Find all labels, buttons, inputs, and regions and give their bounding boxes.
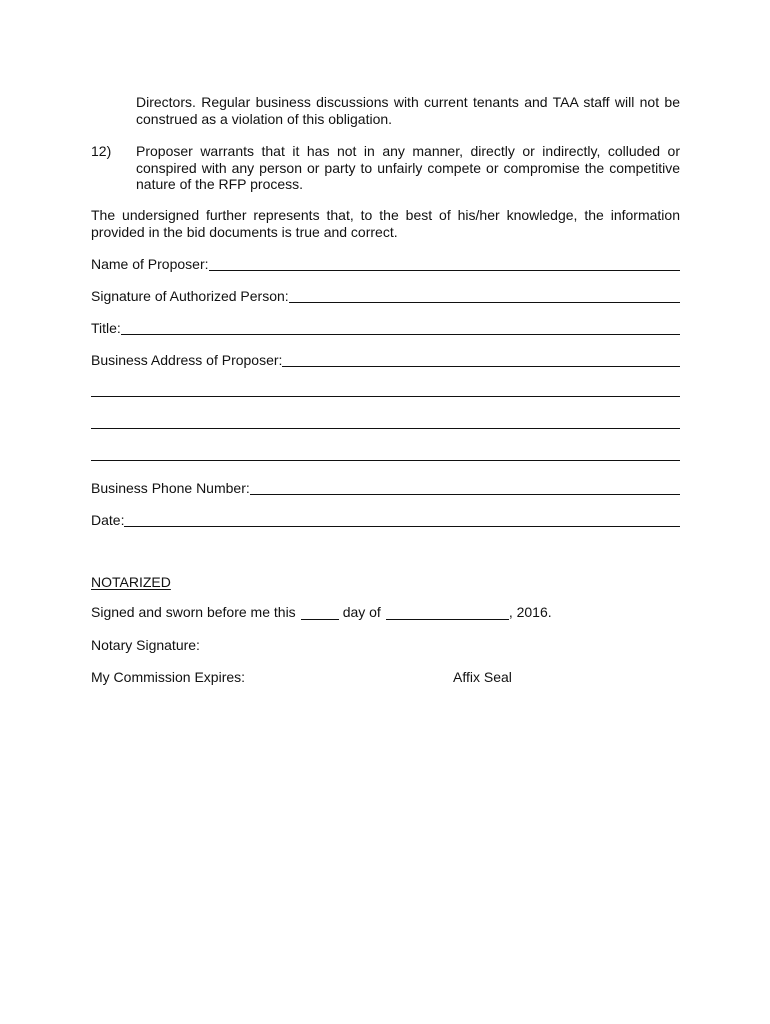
- commission-expires-label: My Commission Expires:: [91, 669, 246, 685]
- signature-field[interactable]: [91, 286, 680, 304]
- business-address-line[interactable]: [282, 352, 680, 367]
- date-line[interactable]: [124, 512, 680, 527]
- notarized-heading: NOTARIZED: [91, 574, 171, 590]
- name-of-proposer-label: Name of Proposer:: [91, 256, 209, 272]
- signature-label: Signature of Authorized Person:: [91, 288, 289, 304]
- date-label: Date:: [91, 512, 125, 528]
- title-field[interactable]: [91, 318, 680, 336]
- address-line-3[interactable]: [91, 428, 680, 429]
- sworn-prefix: Signed and sworn before me this: [91, 604, 296, 620]
- address-line-2[interactable]: [91, 396, 680, 397]
- sworn-day-blank[interactable]: [301, 605, 339, 620]
- sworn-suffix: , 2016.: [508, 604, 552, 620]
- business-phone-field[interactable]: [91, 478, 680, 496]
- item-12-number: 12): [91, 143, 112, 159]
- sworn-month-blank[interactable]: [386, 605, 509, 620]
- affix-seal-label: Affix Seal: [453, 669, 512, 685]
- signature-line[interactable]: [289, 288, 680, 303]
- title-line[interactable]: [121, 320, 680, 335]
- name-of-proposer-line[interactable]: [209, 256, 681, 271]
- business-address-label: Business Address of Proposer:: [91, 352, 283, 368]
- sworn-statement: [91, 604, 552, 621]
- date-field[interactable]: [91, 510, 680, 528]
- undersigned-paragraph: The undersigned further represents that, to the best of his/her knowledge, the information provided in the bid documents is true and correct.: [91, 207, 680, 240]
- continuation-paragraph: Directors. Regular business discussions with current tenants and TAA staff will not be construed as a violation of this obligation.: [136, 94, 680, 127]
- sworn-day-of: day of: [342, 604, 381, 620]
- business-phone-line[interactable]: [250, 480, 680, 495]
- item-12-paragraph: Proposer warrants that it has not in any manner, directly or indirectly, colluded or conspired with any person or party to unfairly compete or compromise the competitive nature of the RFP process.: [136, 143, 680, 192]
- notary-signature-label: Notary Signature:: [91, 637, 200, 653]
- business-address-field[interactable]: [91, 350, 680, 368]
- title-label: Title:: [91, 320, 121, 336]
- business-phone-label: Business Phone Number:: [91, 480, 250, 496]
- address-line-4[interactable]: [91, 460, 680, 461]
- name-of-proposer-field[interactable]: [91, 254, 680, 272]
